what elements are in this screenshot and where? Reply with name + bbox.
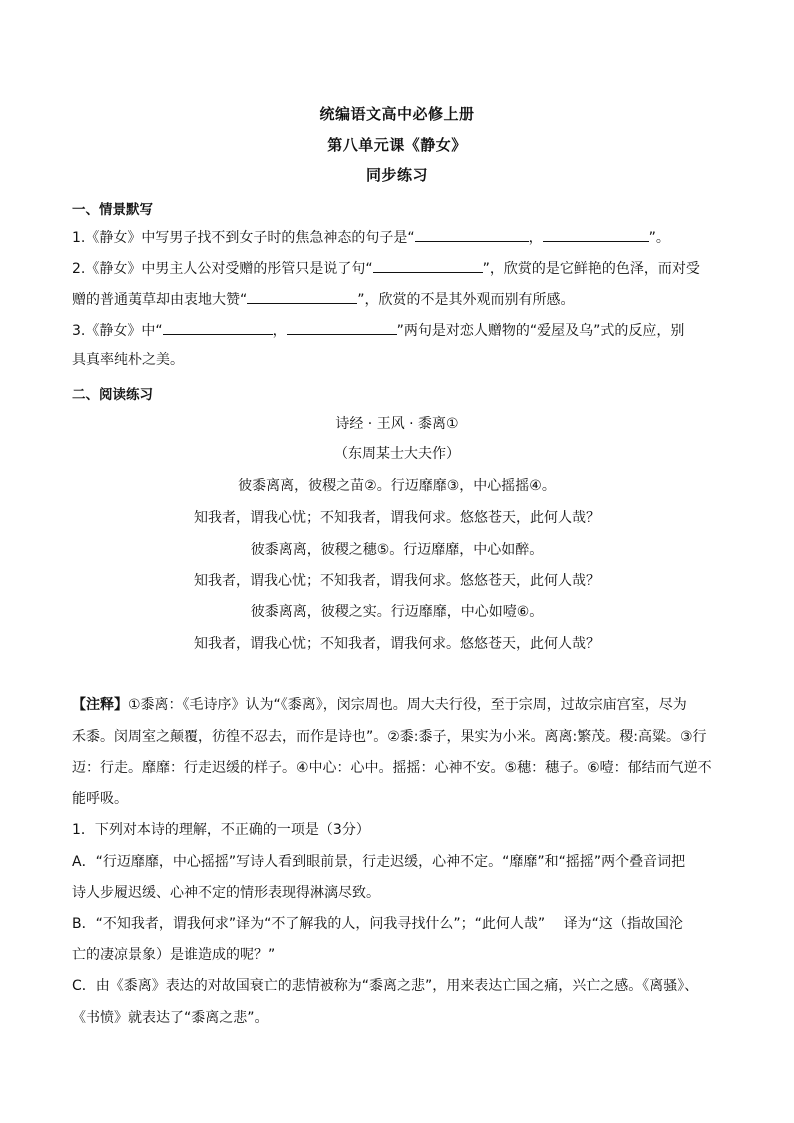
answer-blank[interactable] [287,320,397,335]
option-c-line1: C．由《黍离》表达的对故国衰亡的悲情被称为“黍离之悲”，用来表达亡国之痛，兴亡之感。《离骚》、 [72,978,699,994]
option-a-line2: 诗人步履迟缓、心神不定的情形表现得淋漓尽致。 [72,885,380,901]
poem-line: 知我者，谓我心忧；不知我者，谓我何求。悠悠苍天，此何人哉？ [194,510,600,526]
answer-blank[interactable] [373,258,483,273]
question-2-recitation-line1: 2.《静女》中男主人公对受赠的彤管只是说了句“ ”，欣赏的是它鲜艳的色泽，而对受 [72,258,732,279]
lesson-title: 第八单元课《静女》 [327,136,467,154]
option-b-line2: 亡的凄凉景象）是谁造成的呢？” [72,947,276,963]
section-heading-reading: 二、阅读练习 [72,387,153,403]
poem-line: 彼黍离离，彼稷之实。行迈靡靡，中心如噎⑥。 [250,604,544,620]
question-1-recitation: 1.《静女》中写男子找不到女子时的焦急神态的句子是“ ， ”。 [72,227,732,248]
notes-line4: 能呼吸。 [72,791,128,807]
option-b-line1: B．“不知我者，谓我何求”译为“不了解我的人，问我寻找什么”；“此何人哉” 译为“这（指故国沦 [72,916,683,932]
poem-line: 彼黍离离，彼稷之穗⑤。行迈靡靡，中心如醉。 [250,542,544,558]
question-1-stem: 1．下列对本诗的理解，不正确的一项是（3分） [72,822,370,838]
question-2-recitation-line2: 赠的普通荑草却由衷地大赞“ ”，欣赏的不是其外观而别有所感。 [72,289,732,310]
notes-label: 【注释】 [72,697,128,713]
option-a-line1: A．“行迈靡靡，中心摇摇”写诗人看到眼前景，行走迟缓，心神不定。“靡靡”和“摇摇”两个叠音词把 [72,854,686,870]
notes-line3: 迈：行走。靡靡：行走迟缓的样子。④中心：心中。摇摇：心神不安。⑤穗：穗子。⑥噎：郁结而气逆不 [72,760,712,776]
notes-line1: 【注释】①黍离：《毛诗序》认为“《黍离》，闵宗周也。周大夫行役，至于宗周，过故宗庙宫室，尽为 [72,697,687,713]
question-3-recitation-line2: 具真率纯朴之美。 [72,352,184,368]
poem-line: 知我者，谓我心忧；不知我者，谓我何求。悠悠苍天，此何人哉？ [194,636,600,652]
notes-line2: 禾黍。闵周室之颠覆，彷徨不忍去，而作是诗也”。②黍:黍子，果实为小米。离离:繁茂。稷:高粱。③行 [72,729,707,745]
answer-blank[interactable] [415,227,529,242]
answer-blank[interactable] [163,320,273,335]
section-heading-recitation: 一、情景默写 [72,202,153,218]
poem-title: 诗经 · 王风 · 黍离① [335,416,459,432]
poem-line: 彼黍离离，彼稷之苗②。行迈靡靡③，中心摇摇④。 [238,478,556,494]
answer-blank[interactable] [543,227,649,242]
question-3-recitation-line1: 3.《静女》中“ ， ”两句是对恋人赠物的“爱屋及乌”式的反应，别 [72,320,732,341]
document-title: 统编语文高中必修上册 [319,105,475,123]
answer-blank[interactable] [247,289,357,304]
poem-line: 知我者，谓我心忧；不知我者，谓我何求。悠悠苍天，此何人哉？ [194,573,600,589]
poem-author: （东周某士大夫作） [334,446,460,462]
option-c-line2: 《书愤》就表达了“黍离之悲”。 [72,1010,269,1026]
exercise-title: 同步练习 [365,166,428,184]
